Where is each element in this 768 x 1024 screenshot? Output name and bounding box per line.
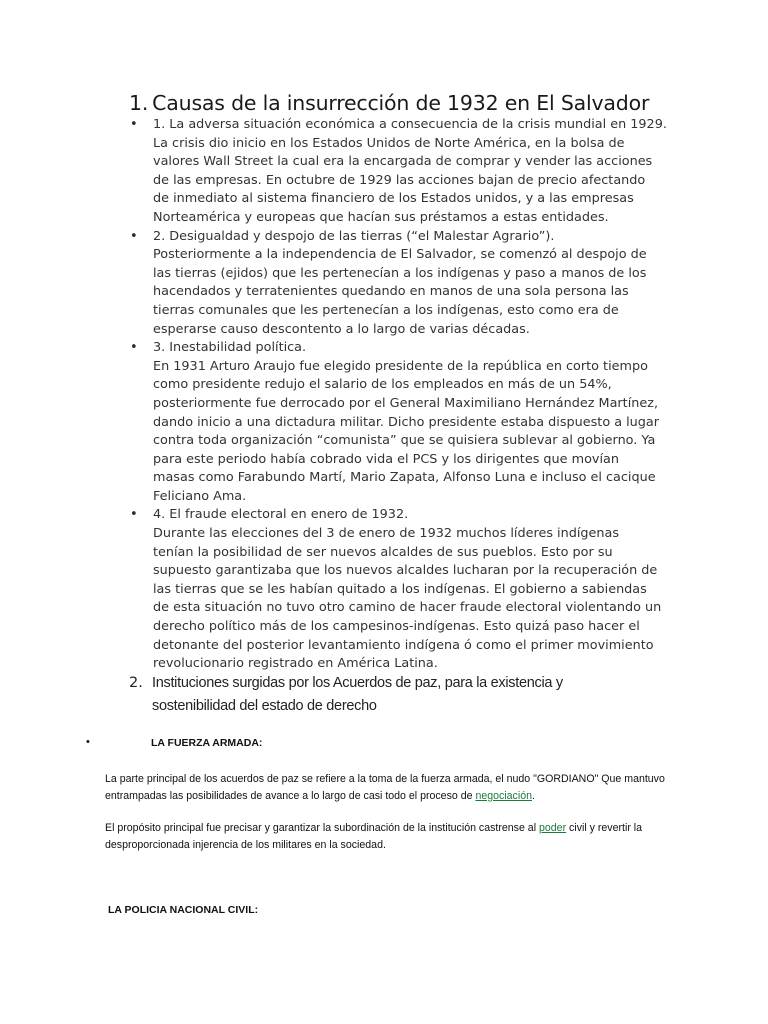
- list-item: [0, 228, 768, 340]
- cause-title: 4. El fraude electoral en enero de 1932.: [153, 507, 409, 523]
- bullet-icon: •: [130, 340, 138, 356]
- cause-title: 2. Desigualdad y despojo de las tierras (“el Malestar Agrario”).: [153, 228, 555, 244]
- list-item: [0, 506, 768, 673]
- section-2-title: Instituciones surgidas por los Acuerdos de paz, para la existencia y sostenibilidad del estado de derecho: [152, 675, 563, 714]
- fuerza-armada-heading: LA FUERZA ARMADA:: [151, 737, 263, 749]
- fuerza-paragraph-1: [105, 771, 665, 805]
- paragraph-text: civil y revertir la desproporcionada injerencia de los militares en la sociedad.: [105, 822, 643, 851]
- poder-link[interactable]: poder: [539, 822, 567, 834]
- fuerza-paragraph-2: [105, 820, 665, 854]
- paragraph-text: La parte principal de los acuerdos de paz se refiere a la toma de la fuerza armada, el nudo "GORDIANO" Que mantuvo entrampadas las posibilidades de avance a lo largo de casi todo el proceso de: [105, 773, 665, 802]
- cause-title: 3. Inestabilidad política.: [153, 340, 307, 356]
- cause-body: En 1931 Arturo Araujo fue elegido presidente de la república en corto tiempo como presidente redujo el salario de los empleados en más de un 54%, posteriormente fue derrocado por el General Maximiliano Hernández Martínez, dando inicio a una dictadura militar. Dicho presidente estaba dispuesto a lugar contra toda organización “comunista” que se quisiera sublevar al gobierno. Ya para este periodo había cobrado vida el PCS y los dirigentes que movían masas como Farabundo Martí, Mario Zapata, Alfonso Luna e incluso el cacique Feliciano Ama.: [153, 358, 660, 504]
- bullet-icon: •: [130, 507, 138, 523]
- bullet-icon: •: [86, 736, 90, 748]
- negociacion-link[interactable]: negociación: [475, 790, 532, 802]
- section-1-heading: [129, 91, 649, 115]
- paragraph-text: El propósito principal fue precisar y garantizar la subordinación de la institución castrense al: [105, 822, 539, 834]
- section-2-number: 2.: [129, 675, 143, 691]
- cause-body: La crisis dio inicio en los Estados Unidos de Norte América, en la bolsa de valores Wall Street la cual era la encargada de comprar y vender las acciones de las empresas. En octubre de 1929 las acciones bajan de precio afectando de inmediato al sistema financiero de los Estados unidos, y a las empresas Norteamérica y europeas que hacían sus préstamos a estas entidades.: [153, 135, 653, 225]
- section-1-title: Causas de la insurrección de 1932 en El Salvador: [152, 91, 650, 115]
- list-item: [0, 116, 768, 228]
- bullet-icon: •: [130, 228, 138, 244]
- policia-nacional-heading: LA POLICIA NACIONAL CIVIL:: [108, 904, 259, 916]
- cause-title: 1. La adversa situación económica a consecuencia de la crisis mundial en 1929.: [153, 117, 667, 132]
- list-item: [0, 339, 768, 506]
- section-1-number: 1.: [129, 91, 149, 115]
- bullet-icon: •: [130, 117, 138, 132]
- section-2-heading: [129, 672, 612, 718]
- causes-list: [0, 116, 768, 674]
- paragraph-text: .: [531, 790, 535, 802]
- cause-body: Posteriormente a la independencia de El Salvador, se comenzó al despojo de las tierras (ejidos) que les pertenecían a los indígenas y paso a manos de los hacendados y terratenientes quedando en manos de una sola persona las tierras comunales que les pertenecían a los indígenas, esto como era de esperarse causo descontento a lo largo de varias décadas.: [153, 247, 647, 337]
- cause-body: Durante las elecciones del 3 de enero de 1932 muchos líderes indígenas tenían la posibilidad de ser nuevos alcaldes de sus pueblos. Esto por su supuesto garantizaba que los nuevos alcaldes lucharan por la recuperación de las tierras que se les habían quitado a los indígenas. El gobierno a sabiendas de esta situación no tuvo otro camino de hacer fraude electoral violentando un derecho político más de los campesinos-indígenas. Esto quizá paso hacer el detonante del posterior levantamiento indígena ó como el primer movimiento revolucionario registrado en América Latina.: [153, 526, 662, 672]
